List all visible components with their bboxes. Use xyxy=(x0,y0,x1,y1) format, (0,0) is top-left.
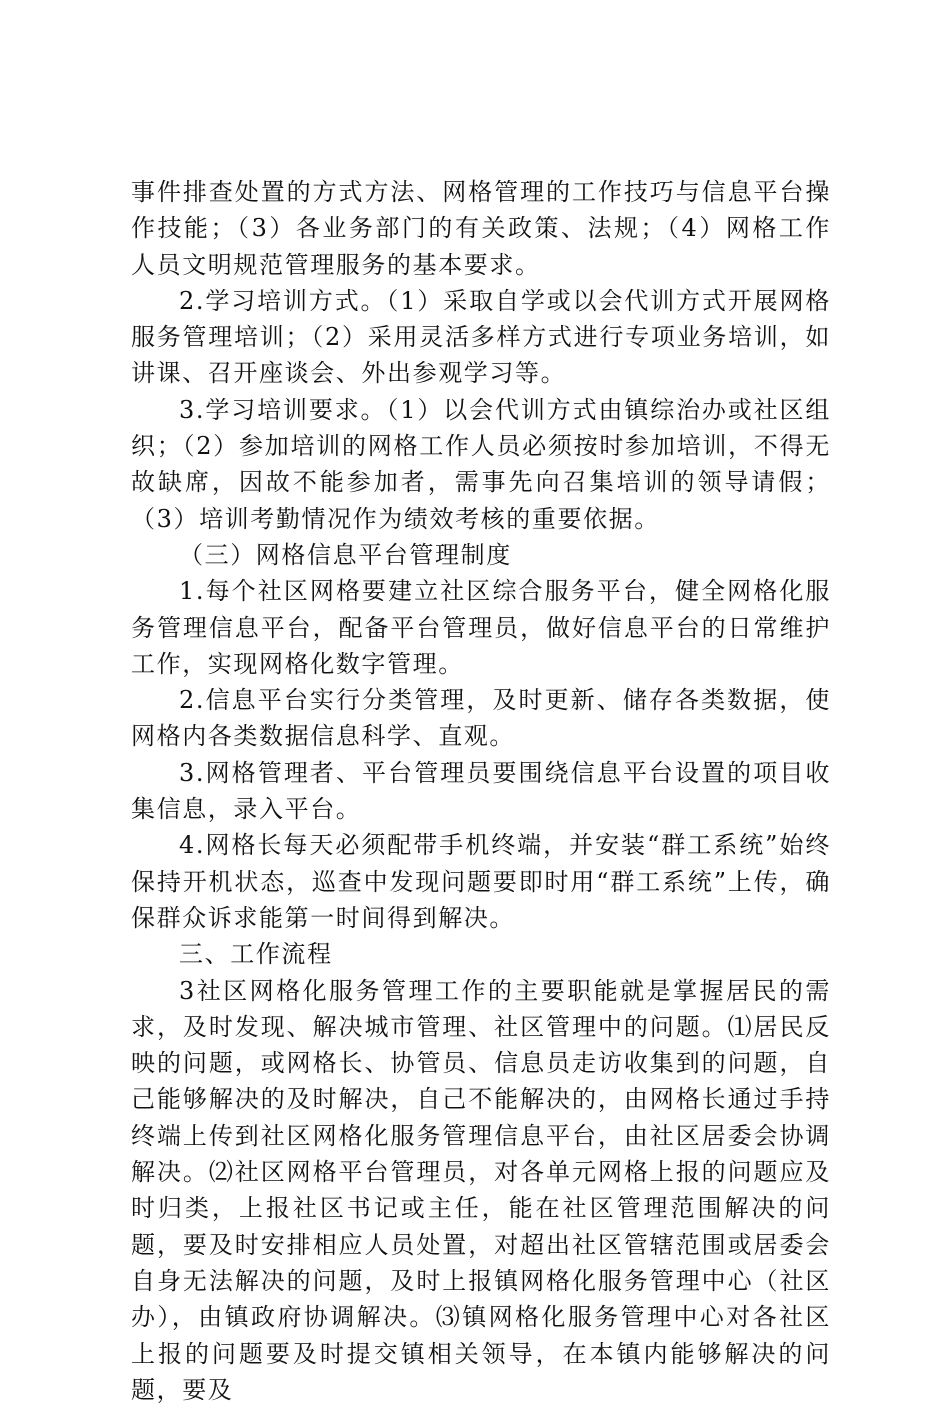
paragraph-training-content-continued: 事件排查处置的方式方法、网格管理的工作技巧与信息平台操作技能；（3）各业务部门的有关政策、法规；（4）网格工作人员文明规范管理服务的基本要求。 xyxy=(131,178,831,279)
paragraph-platform-item-1: 1.每个社区网格要建立社区综合服务平台，健全网格化服务管理信息平台，配备平台管理员，做好信息平台的日常维护工作，实现网格化数字管理。 xyxy=(131,577,831,678)
section-heading-platform-management: （三）网格信息平台管理制度 xyxy=(179,540,512,569)
paragraph-workflow-description: 3社区网格化服务管理工作的主要职能就是掌握居民的需求，及时发现、解决城市管理、社区管理中的问题。⑴居民反映的问题，或网格长、协管员、信息员走访收集到的问题，自己能够解决的及时解决，自己不能解决的，由网格长通过手持终端上传到社区网格化服务管理信息平台，由社区居委会协调解决。⑵社区网格平台管理员，对各单元网格上报的问题应及时归类，上报社区书记或主任，能在社区管理范围解决的问题，要及时安排相应人员处置，对超出社区管辖范围或居委会自身无法解决的问题，及时上报镇网格化服务管理中心（社区办），由镇政府协调解决。⑶镇网格化服务管理中心对各社区上报的问题要及时提交镇相关领导，在本镇内能够解决的问题，要及 xyxy=(131,976,831,1404)
document-body xyxy=(131,174,831,1408)
section-heading-workflow: 三、工作流程 xyxy=(179,940,333,969)
paragraph-platform-item-4: 4.网格长每天必须配带手机终端，并安装“群工系统”始终保持开机状态，巡查中发现问题要即时用“群工系统”上传，确保群众诉求能第一时间得到解决。 xyxy=(131,831,831,932)
paragraph-platform-item-2: 2.信息平台实行分类管理，及时更新、储存各类数据，使网格内各类数据信息科学、直观。 xyxy=(131,686,831,751)
paragraph-training-method: 2.学习培训方式。（1）采取自学或以会代训方式开展网格服务管理培训；（2）采用灵活多样方式进行专项业务培训，如讲课、召开座谈会、外出参观学习等。 xyxy=(131,286,831,388)
paragraph-platform-item-3: 3.网格管理者、平台管理员要围绕信息平台设置的项目收集信息，录入平台。 xyxy=(131,758,831,824)
paragraph-training-requirements: 3.学习培训要求。（1）以会代训方式由镇综治办或社区组织；（2）参加培训的网格工作人员必须按时参加培训，不得无故缺席，因故不能参加者，需事先向召集培训的领导请假；（3）培训考勤情况作为绩效考核的重要依据。 xyxy=(131,395,831,533)
